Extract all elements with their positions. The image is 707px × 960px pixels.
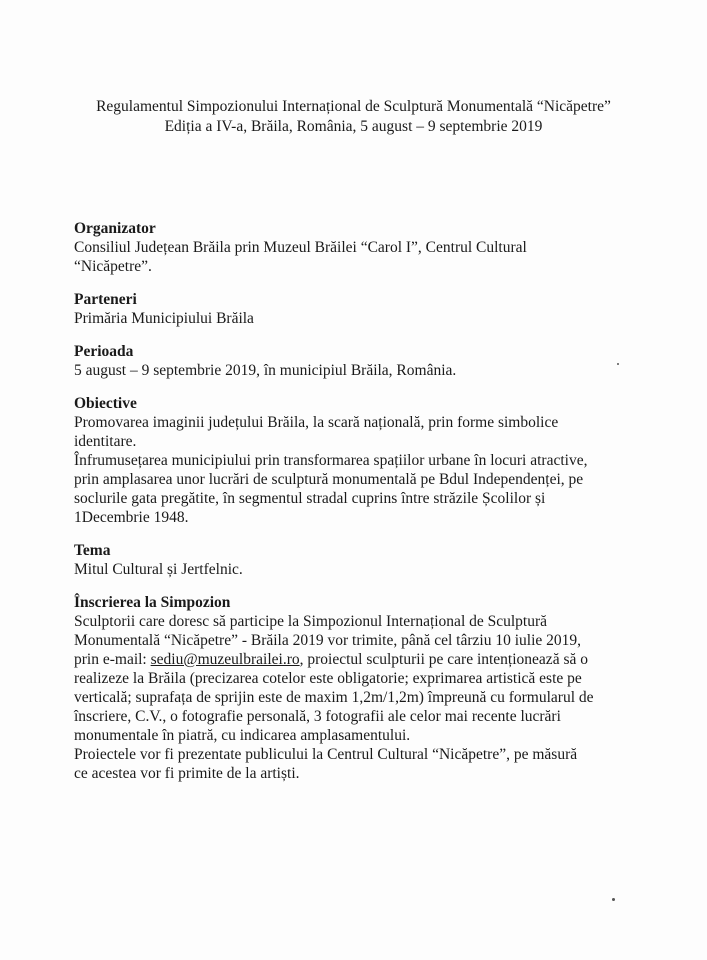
section-text: Înfrumusețarea municipiului prin transformarea spațiilor urbane în locuri atractive, [74,452,588,469]
section-text: ce acestea vor fi primite de la artiști. [74,765,300,782]
section-parteneri [74,290,674,328]
section-heading: Înscrierea la Simpozion [74,594,231,611]
section-heading: Perioada [74,343,134,360]
section-text: prin amplasarea unor lucrări de sculptură monumentală pe Bdul Independenței, pe [74,471,584,488]
section-tema [74,541,674,579]
section-text [74,650,674,669]
scan-speck [612,898,615,901]
section-text: înscriere, C.V., o fotografie personală, 3 fotografii ale celor mai recente lucrări [74,708,561,725]
section-text: Promovarea imaginii județului Brăila, la scară națională, prin forme simbolice [74,414,559,431]
section-text: verticală; suprafața de sprijin este de maxim 1,2m/1,2m) împreună cu formularul de [74,689,594,706]
section-text: “Nicăpetre”. [74,258,152,275]
section-text: Mitul Cultural și Jertfelnic. [74,561,243,578]
section-text: Monumentală “Nicăpetre” - Brăila 2019 vor trimite, până cel târziu 10 iulie 2019, [74,632,582,649]
document-title [40,97,667,137]
section-heading: Parteneri [74,291,137,308]
section-text: Proiectele vor fi prezentate publicului la Centrul Cultural “Nicăpetre”, pe măsură [74,746,578,763]
section-text: soclurile gata pregătite, în segmentul stradal cuprins între străzile Școlilor și [74,490,546,507]
section-text: 5 august – 9 septembrie 2019, în municipiul Brăila, România. [74,362,457,379]
section-text: 1Decembrie 1948. [74,509,189,526]
section-organizator [74,219,674,276]
section-inscriere [74,593,674,783]
section-heading: Obiective [74,395,137,412]
text-fragment: , proiectul sculpturii pe care intenționează să o [299,651,588,668]
section-perioada [74,342,674,380]
section-text: identitare. [74,433,137,450]
email-link[interactable]: sediu@muzeulbrailei.ro [150,651,300,668]
title-line-1: Regulamentul Simpozionului Internațional de Sculptură Monumentală “Nicăpetre” [96,98,611,115]
section-text: realizeze la Brăila (precizarea cotelor este obligatorie; exprimarea artistică este pe [74,670,582,687]
title-line-2: Ediția a IV-a, Brăila, România, 5 august – 9 septembrie 2019 [164,118,543,135]
text-fragment: prin e-mail: [74,651,151,668]
section-text: Primăria Municipiului Brăila [74,310,254,327]
section-obiective [74,394,674,527]
section-text: Sculptorii care doresc să participe la Simpozionul Internațional de Sculptură [74,613,548,630]
section-heading: Organizator [74,220,156,237]
section-heading: Tema [74,542,111,559]
section-text: monumentale în piatră, cu indicarea amplasamentului. [74,727,411,744]
section-text: Consiliul Județean Brăila prin Muzeul Brăilei “Carol I”, Centrul Cultural [74,239,527,256]
document-body [74,219,674,797]
scan-speck [617,363,619,365]
